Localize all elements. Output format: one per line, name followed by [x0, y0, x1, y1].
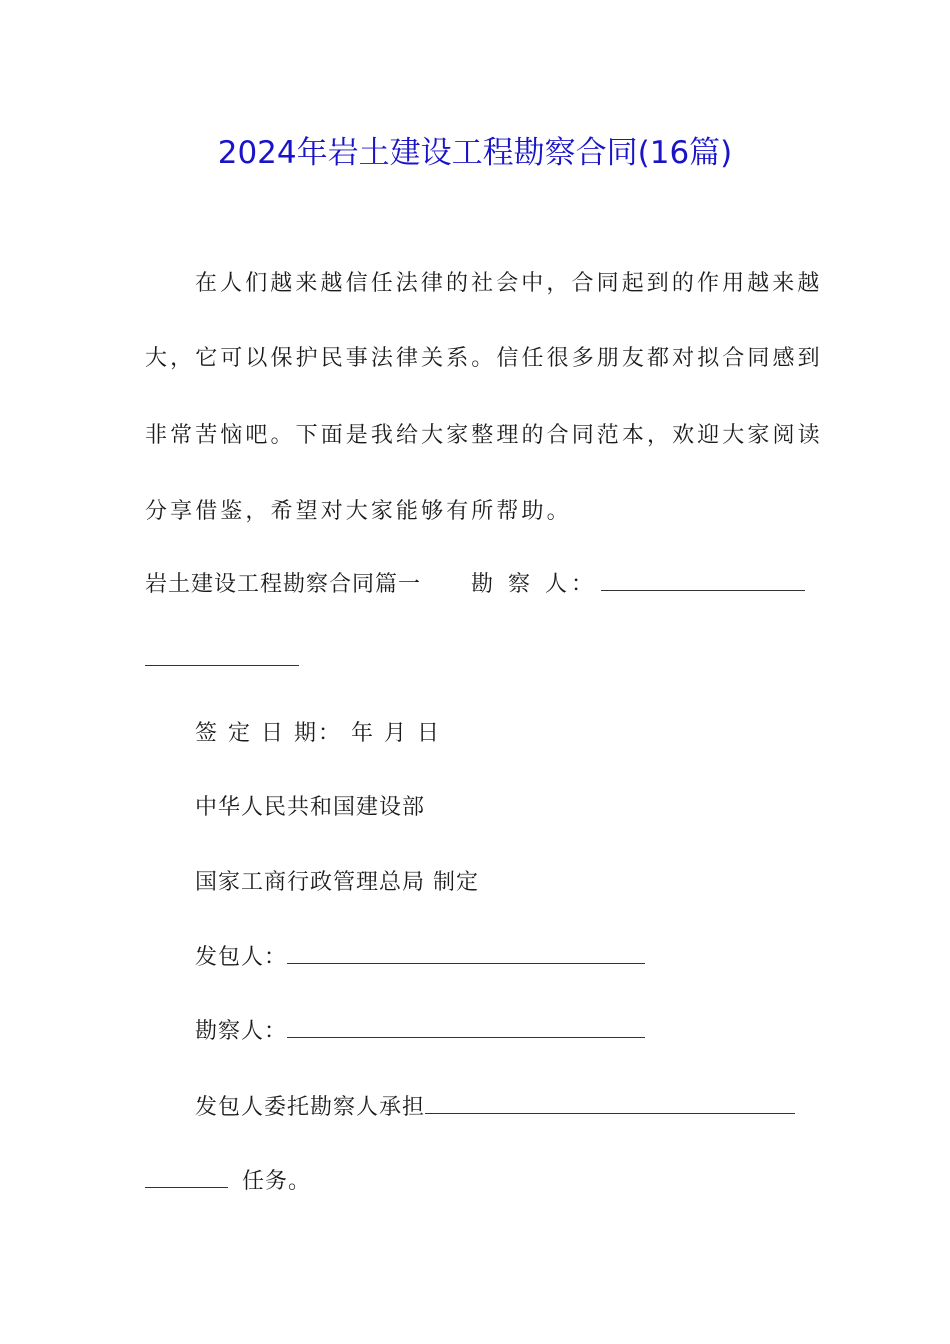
surveyor-blank-continued[interactable]: [145, 643, 299, 666]
surveyor-blank-continued-row: [145, 642, 299, 678]
document-title: 2024年岩土建设工程勘察合同(16篇): [217, 135, 733, 171]
task-row: [145, 1164, 311, 1200]
surveyor-row: [195, 1014, 645, 1050]
intro-line-3: 非常苦恼吧。下面是我给大家整理的合同范本，欢迎大家阅读: [145, 423, 823, 448]
surveyor-blank[interactable]: [601, 568, 805, 591]
client-label: 发包人：: [195, 945, 288, 970]
task-blank[interactable]: [145, 1165, 228, 1188]
intro-line-1: [195, 266, 823, 302]
intro-line-4: 分享借鉴，希望对大家能够有所帮助。: [145, 499, 572, 524]
intro-line-1-text: 在人们越来越信任法律的社会中，合同起到的作用越来越: [195, 271, 823, 296]
section-heading: 岩土建设工程勘察合同篇一: [145, 572, 422, 597]
issuer-ministry: 中华人民共和国建设部: [195, 795, 426, 820]
entrust-row: [195, 1090, 795, 1126]
issuer-administration: 国家工商行政管理总局 制定: [195, 870, 479, 895]
sign-date: 签 定 日 期： 年 月 日: [195, 721, 441, 746]
surveyor-label-2: 勘察人：: [195, 1019, 288, 1044]
section-heading-row: [145, 567, 805, 603]
client-row: [195, 940, 645, 976]
intro-line-2: 大，它可以保护民事法律关系。信任很多朋友都对拟合同感到: [145, 346, 823, 371]
entrust-text: 发包人委托勘察人承担: [195, 1095, 426, 1120]
task-suffix: 任务。: [242, 1169, 312, 1194]
client-blank[interactable]: [287, 941, 645, 964]
surveyor-label: 勘 察 人：: [471, 572, 598, 597]
surveyor-blank-2[interactable]: [287, 1015, 645, 1038]
entrust-blank[interactable]: [425, 1091, 795, 1114]
